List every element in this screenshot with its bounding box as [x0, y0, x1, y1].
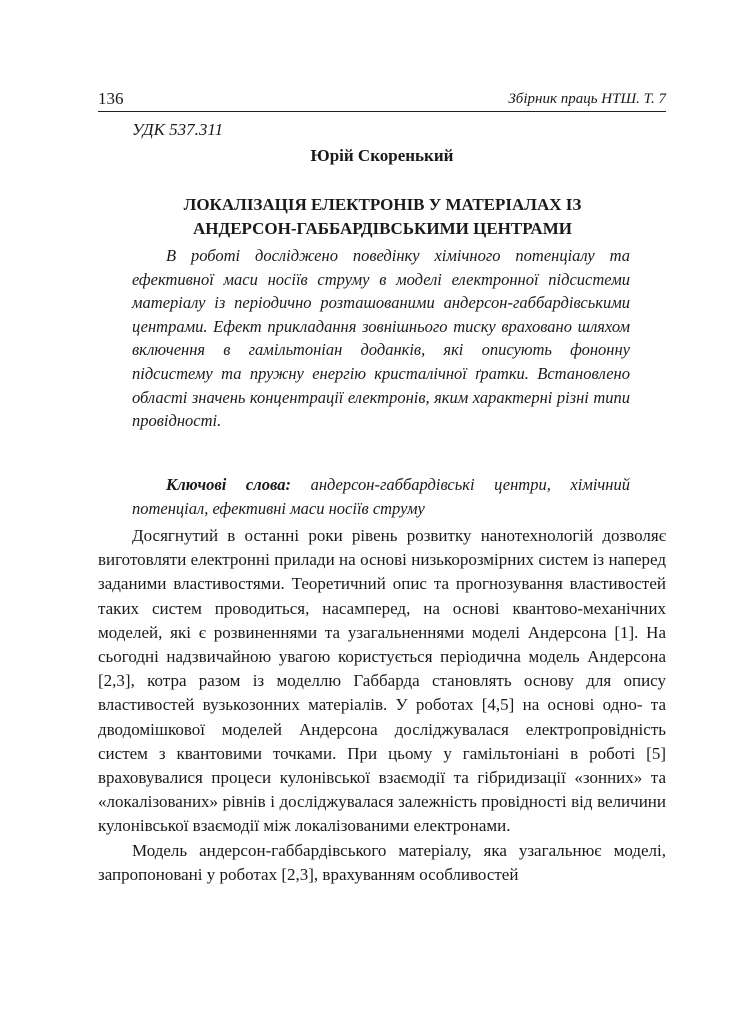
journal-title: Збірник праць НТШ. Т. 7: [508, 91, 666, 107]
page-number: 136: [98, 89, 124, 108]
author-name: Юрій Скоренький: [310, 146, 454, 165]
body-text: [98, 524, 666, 887]
keywords-label: Ключові слова:: [166, 475, 291, 494]
udc-code: УДК 537.311: [132, 120, 224, 139]
article-title: [130, 193, 635, 241]
title-line-1: ЛОКАЛІЗАЦІЯ ЕЛЕКТРОНІВ У МАТЕРІАЛАХ ІЗ: [183, 195, 582, 214]
keywords: [132, 473, 630, 521]
running-header: [98, 89, 666, 112]
title-line-2: АНДЕРСОН-ГАББАРДІВСЬКИМИ ЦЕНТРАМИ: [193, 219, 572, 238]
body-paragraph-1: Досягнутий в останні роки рівень розвитку нанотехнологій дозволяє виготовляти електронні прилади на основі низькорозмірних систем із наперед заданими властивостями. Теоретичний опис та прогнозування властивостей таких систем проводиться, насамперед, на основі квантово-механічних моделей, які є розвиненнями та узагальненнями моделі Андерсона [1]. На сьогодні надзвичайною увагою користується періодична модель Андерсона [2,3], котра разом із моделлю Габбарда становлять основу для опису властивостей вузькозонних матеріалів. У роботах [4,5] на основі одно- та дводомішкової моделей Андерсона досліджувалася електропровідність систем з квантовими точками. При цьому у гамільтоніані в роботі [5] враховувалися процеси кулонівської взаємодії та гібридизації «зонних» та «локалізованих» рівнів і досліджувалася залежність провідності від величини кулонівської взаємодії між локалізованими електронами.: [98, 526, 666, 836]
keywords-text: андерсон-габбардівські центри, хімічний потенціал, ефективні маси носіїв струму: [132, 475, 630, 518]
abstract: В роботі досліджено поведінку хімічного потенціалу та ефективної маси носіїв струму в моделі електронної підсистеми матеріалу із періодично розташованими андерсон-габбардівськими центрами. Ефект прикладання зовнішнього тиску враховано шляхом включення в гамільтоніан доданків, які описують фононну підсистему та пружну енергію кристалічної ґратки. Встановлено області значень концентрації електронів, яким характерні різні типи провідності.: [132, 246, 630, 431]
body-paragraph-2: Модель андерсон-габбардівського матеріалу, яка узагальнює моделі, запропоновані у роботах [2,3], врахуванням особливостей: [98, 840, 666, 884]
